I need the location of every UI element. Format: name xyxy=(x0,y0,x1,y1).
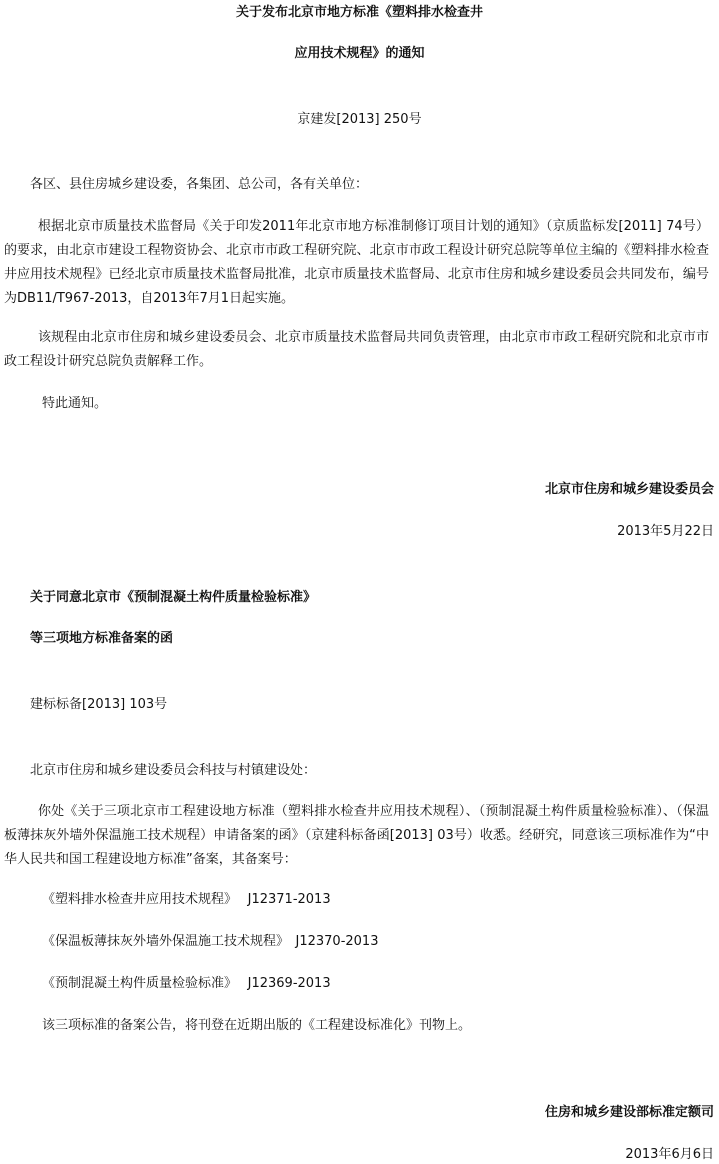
notice1-date: 2013年5月22日 xyxy=(617,524,714,539)
notice1-title-line2: 应用技术规程》的通知 xyxy=(294,46,425,61)
notice2-record-2: 《保温板薄抹灰外墙外保温施工技术规程》 J12370-2013 xyxy=(42,934,379,949)
notice2-salutation: 北京市住房和城乡建设委员会科技与村镇建设处： xyxy=(30,763,317,778)
notice2-paragraph-2: 该三项标准的备案公告，将刊登在近期出版的《工程建设标准化》刊物上。 xyxy=(42,1018,472,1033)
notice2-doc-number: 建标标备[2013] 103号 xyxy=(30,697,168,712)
notice2-title-line1: 关于同意北京市《预制混凝土构件质量检验标准》 xyxy=(30,590,317,605)
notice2-paragraph-1: 你处《关于三项北京市工程建设地方标准（塑料排水检查井应用技术规程）、（预制混凝土构件质量检验标准）、（保温板薄抹灰外墙外保温施工技术规程）申请备案的函》（京建科标备函[2013] 03号）收悉。经研究，同意该三项标准作为“中华人民共和国工程建设地方标准”备案，其备案号： xyxy=(4,804,709,867)
notice1-signer: 北京市住房和城乡建设委员会 xyxy=(544,482,714,497)
notice2-date: 2013年6月6日 xyxy=(625,1147,714,1162)
notice1-paragraph-2: 该规程由北京市住房和城乡建设委员会、北京市质量技术监督局共同负责管理，由北京市市政工程研究院和北京市市政工程设计研究总院负责解释工作。 xyxy=(4,330,709,369)
notice1-closing: 特此通知。 xyxy=(42,396,108,411)
notice2-title-line2: 等三项地方标准备案的函 xyxy=(30,631,174,646)
notice2-record-1: 《塑料排水检查井应用技术规程》 J12371-2013 xyxy=(42,892,331,907)
notice1-title-line1: 关于发布北京市地方标准《塑料排水检查井 xyxy=(235,5,483,20)
notice1-salutation: 各区、县住房城乡建设委，各集团、总公司，各有关单位： xyxy=(30,177,369,192)
notice1-paragraph-1: 根据北京市质量技术监督局《关于印发2011年北京市地方标准制修订项目计划的通知》（京质监标发[2011] 74号）的要求，由北京市建设工程物资协会、北京市市政工程研究院、北京市市政工程设计研究总院等单位主编的《塑料排水检查井应用技术规程》已经北京市质量技术监督局批准，北京市质量技术监督局、北京市住房和城乡建设委员会共同发布，编号为DB11/T967-2013，自2013年7月1日起实施。 xyxy=(4,219,709,306)
notice2-record-3: 《预制混凝土构件质量检验标准》 J12369-2013 xyxy=(42,976,331,991)
notice2-signer: 住房和城乡建设部标准定额司 xyxy=(544,1105,714,1120)
notice1-doc-number: 京建发[2013] 250号 xyxy=(297,112,422,127)
